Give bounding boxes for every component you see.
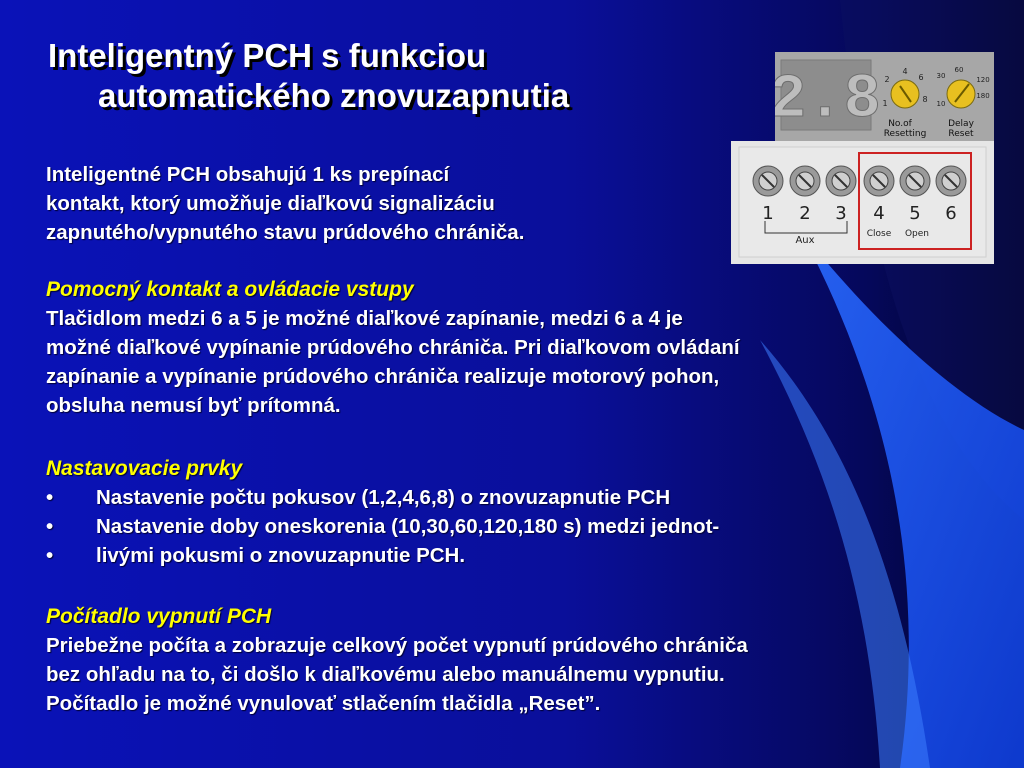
delay-dial-scale-label: 120 bbox=[976, 76, 990, 84]
resetting-dial-scale-label: 1 bbox=[882, 99, 888, 108]
terminal-screw-icon bbox=[826, 166, 856, 196]
terminal-number: 3 bbox=[835, 203, 847, 224]
terminal-number: 4 bbox=[873, 203, 885, 224]
resetting-dial-scale-label: 8 bbox=[922, 95, 928, 104]
intro-line: zapnutého/vypnutého stavu prúdového chrániča. bbox=[46, 221, 525, 244]
section-line: Tlačidlom medzi 6 a 5 je možné diaľkové zapínanie, medzi 6 a 4 je bbox=[46, 307, 683, 330]
bullet-text: Nastavenie doby oneskorenia (10,30,60,120,180 s) medzi jednot- bbox=[96, 515, 720, 538]
bullet-glyph: • bbox=[46, 544, 54, 567]
section-heading: Nastavovacie prvky bbox=[46, 457, 243, 480]
terminal-screw-icon bbox=[900, 166, 930, 196]
delay-dial-scale-label: 180 bbox=[976, 92, 990, 100]
terminal-number: 5 bbox=[909, 203, 921, 224]
bullet-item bbox=[46, 483, 996, 512]
resetting-dial-scale-label: 4 bbox=[902, 67, 908, 76]
bullet-item bbox=[46, 541, 996, 570]
resetting-dial-scale-label: 6 bbox=[918, 73, 924, 82]
section-line: Počítadlo je možné vynulovať stlačením tlačidla „Reset”. bbox=[46, 692, 601, 715]
intro-line: Inteligentné PCH obsahujú 1 ks prepínací bbox=[46, 163, 450, 186]
bullet-text: livými pokusmi o znovuzapnutie PCH. bbox=[96, 544, 466, 567]
bullet-glyph: • bbox=[46, 486, 54, 509]
terminal-number: 2 bbox=[799, 203, 811, 224]
terminal-screw-icon bbox=[936, 166, 966, 196]
intro-line: kontakt, ktorý umožňuje diaľkovú signalizáciu bbox=[46, 192, 495, 215]
delay-dial-scale-label: 30 bbox=[936, 72, 946, 80]
terminal-number: 6 bbox=[945, 203, 957, 224]
section-line: Priebežne počíta a zobrazuje celkový počet vypnutí prúdového chrániča bbox=[46, 634, 748, 657]
device-display-panel bbox=[775, 52, 994, 142]
bullet-text: Nastavenie počtu pokusov (1,2,4,6,8) o znovuzapnutie PCH bbox=[96, 486, 671, 509]
section-settings bbox=[46, 454, 996, 570]
title-line-2: automatického znovuzapnutia bbox=[98, 77, 570, 114]
bullet-glyph: • bbox=[46, 515, 54, 538]
section-heading: Pomocný kontakt a ovládacie vstupy bbox=[46, 278, 414, 301]
bullet-item bbox=[46, 512, 996, 541]
terminal-number: 1 bbox=[762, 203, 774, 224]
terminal-screw-icon bbox=[753, 166, 783, 196]
section-line: zapínanie a vypínanie prúdového chrániča realizuje motorový pohon, bbox=[46, 365, 720, 388]
intro-paragraph bbox=[46, 160, 726, 247]
section-line: obsluha nemusí byť prítomná. bbox=[46, 394, 341, 417]
terminal-screw-icon bbox=[790, 166, 820, 196]
aux-label: Aux bbox=[795, 235, 815, 246]
section-heading: Počítadlo vypnutí PCH bbox=[46, 605, 272, 628]
section-auxiliary-contact bbox=[46, 275, 996, 420]
section-trip-counter bbox=[46, 602, 1006, 718]
resetting-dial-scale-label: 2 bbox=[884, 75, 890, 84]
title-line-1: Inteligentný PCH s funkciou bbox=[48, 37, 487, 74]
close-label: Close bbox=[866, 229, 892, 239]
delay-dial-label: Delay bbox=[948, 119, 974, 129]
terminal-screw-icon bbox=[864, 166, 894, 196]
open-label: Open bbox=[904, 229, 930, 239]
display-digits: 2.8 bbox=[775, 64, 881, 135]
delay-dial-scale-label: 60 bbox=[954, 66, 964, 74]
resetting-dial-label: No.of bbox=[888, 119, 912, 129]
delay-dial-label: Reset bbox=[948, 129, 974, 139]
section-line: možné diaľkové vypínanie prúdového chrániča. Pri diaľkovom ovládaní bbox=[46, 336, 740, 359]
terminal-block-panel bbox=[731, 141, 994, 264]
slide-title bbox=[48, 36, 768, 116]
resetting-dial-label: Resetting bbox=[883, 129, 927, 139]
delay-dial-scale-label: 10 bbox=[936, 100, 946, 108]
section-line: bez ohľadu na to, či došlo k diaľkovému alebo manuálnemu vypnutiu. bbox=[46, 663, 725, 686]
